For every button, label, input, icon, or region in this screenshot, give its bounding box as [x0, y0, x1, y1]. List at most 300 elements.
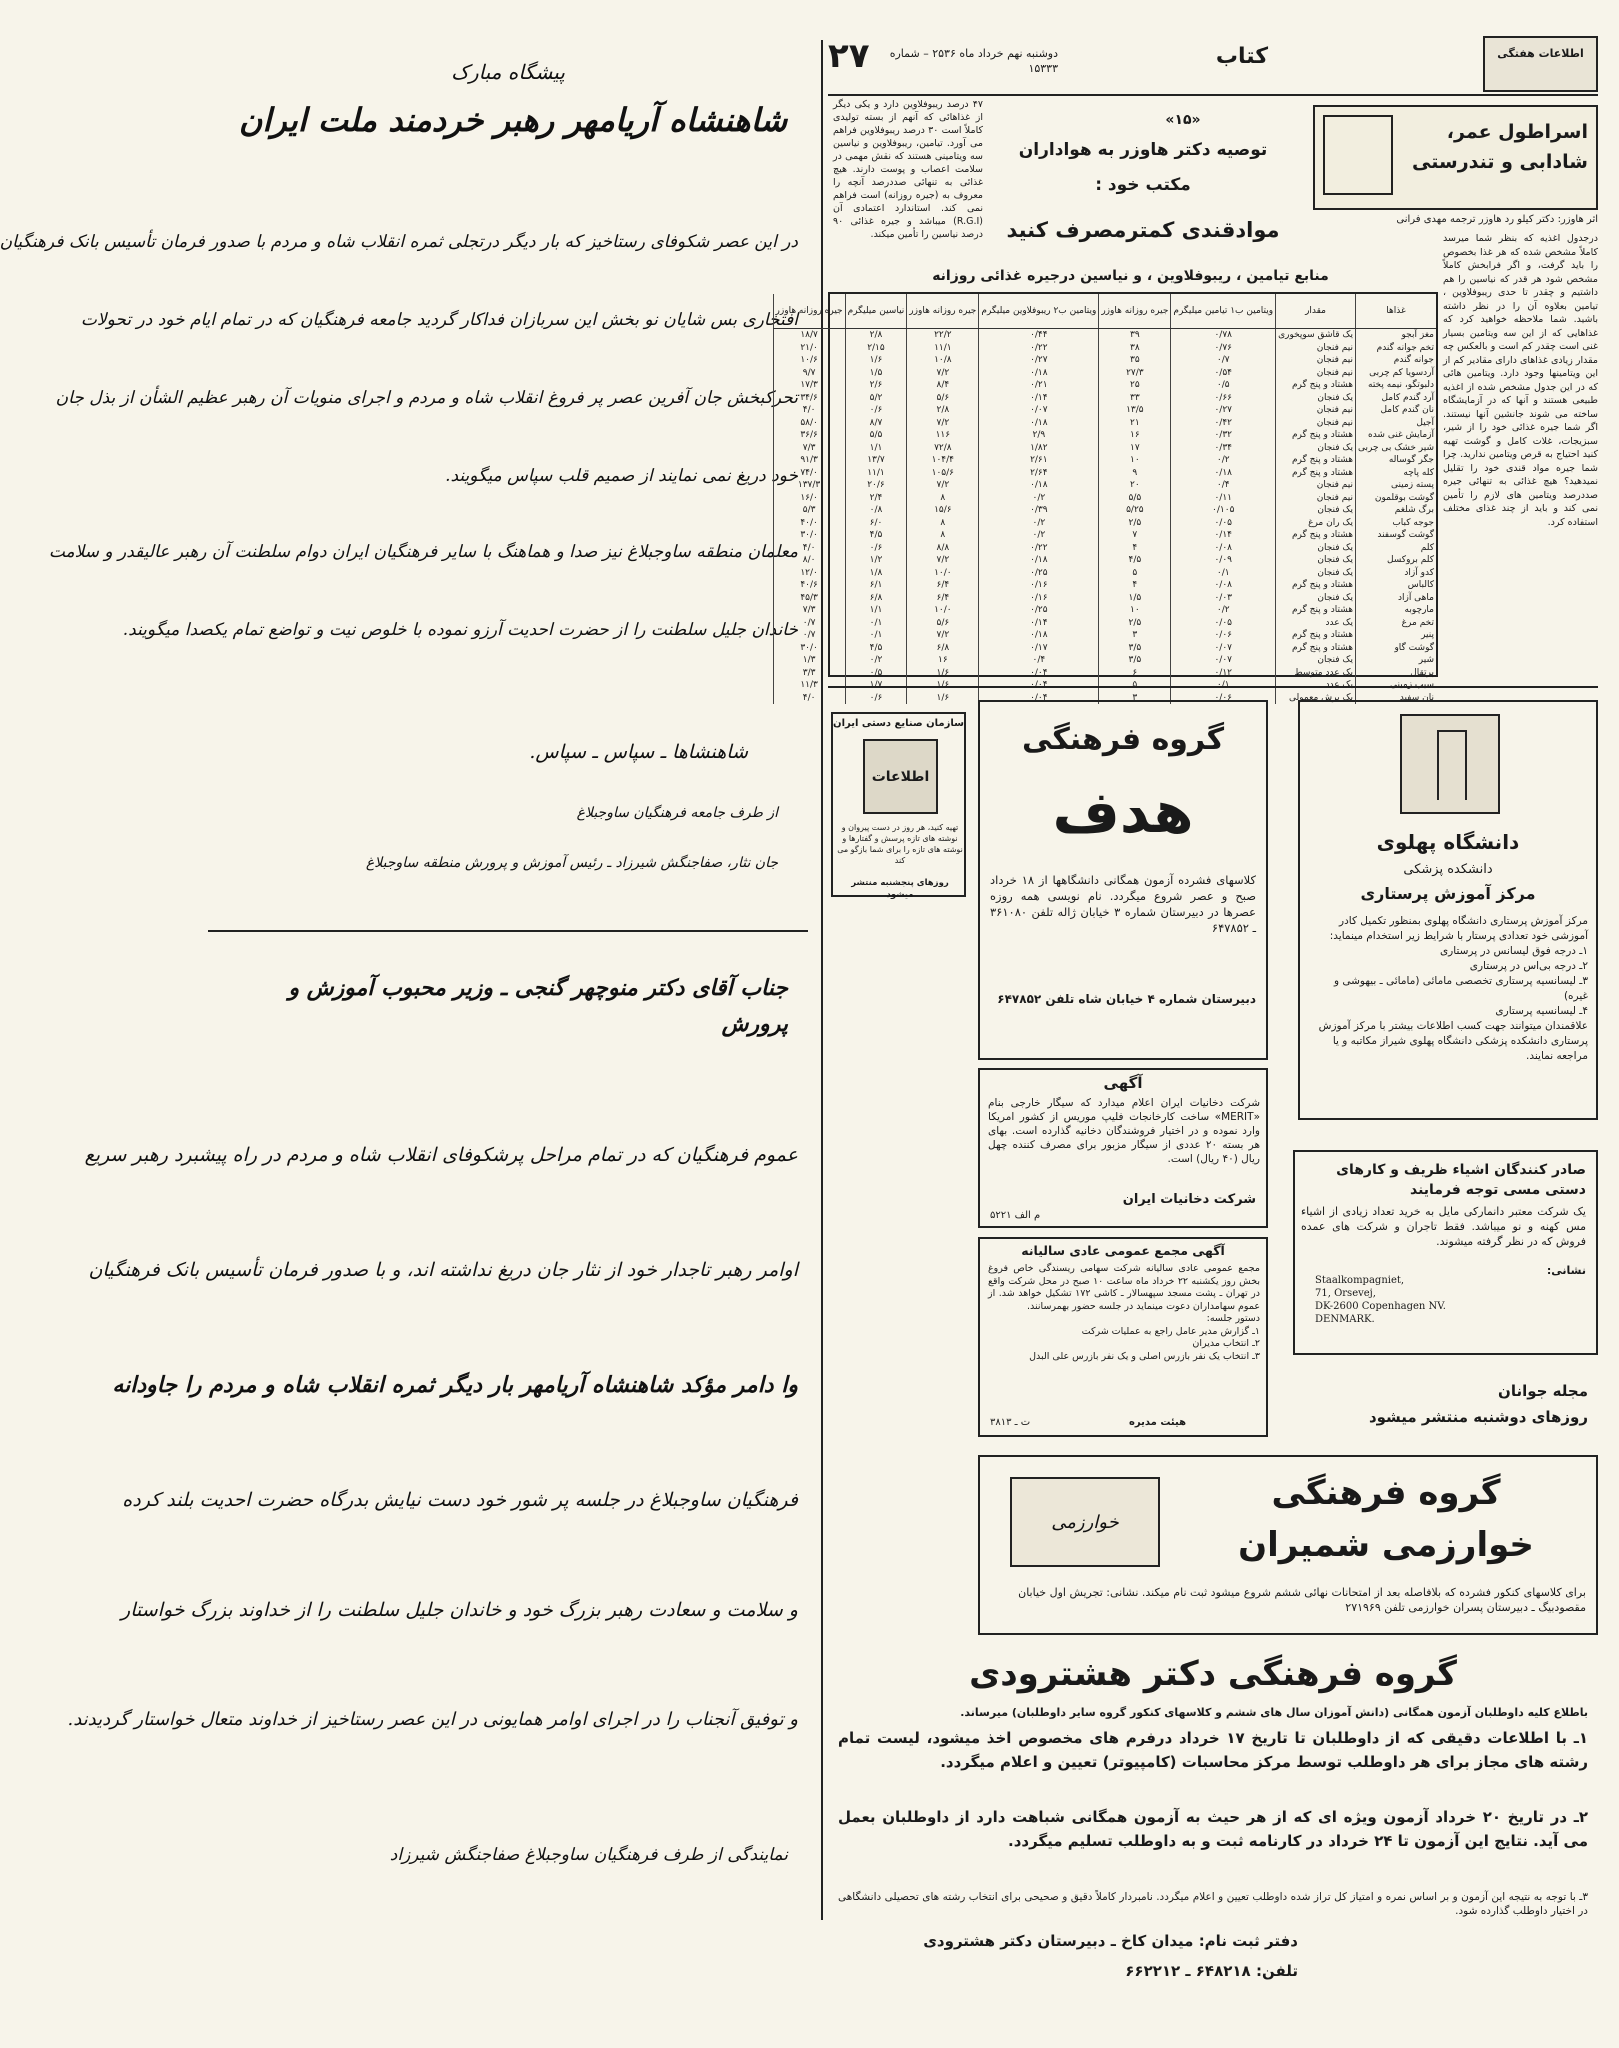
table-cell: ۰/۱ — [845, 629, 907, 642]
table-cell: ۰/۱۸ — [979, 417, 1099, 430]
table-cell: ۹ — [1099, 467, 1171, 480]
table-cell: ۱۰۵/۶ — [907, 467, 979, 480]
table-cell: هشتاد و پنج گرم — [1276, 429, 1356, 442]
table-cell: ۴/۵ — [1099, 554, 1171, 567]
table-cell: یک فنجان — [1276, 554, 1356, 567]
table-cell: ۰/۵ — [1171, 379, 1276, 392]
table-cell: ۰/۴ — [979, 654, 1099, 667]
table-cell: ۸ — [907, 517, 979, 530]
table-cell: ۵/۲۵ — [1099, 504, 1171, 517]
ad-tobacco — [978, 1068, 1268, 1228]
table-cell: جگر گوساله — [1356, 454, 1437, 467]
magazine-logo — [1483, 36, 1598, 92]
table-cell: ۰/۷۸ — [1171, 329, 1276, 342]
table-cell: مغز آبجو — [1356, 329, 1437, 342]
table-cell: ۱۱/۳ — [773, 679, 845, 692]
table-cell: پرتقال — [1356, 667, 1437, 680]
table-cell: ۲۰/۶ — [845, 479, 907, 492]
table-row — [773, 354, 1436, 367]
table-cell: ۱/۲ — [845, 554, 907, 567]
table-cell: ۵/۶ — [907, 617, 979, 630]
hashtroudi-phone: تلفن: ۶۴۸۲۱۸ ـ ۶۶۲۲۱۲ — [1125, 1962, 1298, 1980]
table-cell: یک فنجان — [1276, 567, 1356, 580]
table-cell: ۴/۵ — [845, 642, 907, 655]
table-cell: کدو آزاد — [1356, 567, 1437, 580]
congrats-line-7: شاهنشاها ـ سپاس ـ سپاس. — [529, 741, 748, 763]
meeting-text: مجمع عمومی عادی سالیانه شرکت سهامی ریسندگی خاص فروغ بخش روز یکشنبه ۲۲ خرداد ماه ساعت ۱۰ صبح در محل شرکت واقع در تهران ـ پشت مسجد سپهسالار ـ کاشی ۱۷۲ تشکیل خواهد شد. از عموم سهامداران دعوت مینماید در جلسه حضور بهمرسانند. دستور جلسه: ۱ـ گزارش مدیر عامل راجع به عملیات شرکت ۲ـ انتخاب مدیران ۳ـ انتخاب یک نفر بازرس اصلی و یک نفر بازرس علی البدل — [988, 1263, 1260, 1362]
table-cell: ۸/۰ — [773, 554, 845, 567]
table-cell: یک ران مرغ — [1276, 517, 1356, 530]
table-cell: ۹/۷ — [773, 367, 845, 380]
table-cell: هشتاد و پنج گرم — [1276, 467, 1356, 480]
table-cell: ۰/۲۱ — [979, 379, 1099, 392]
table-header-cell: مقدار — [1276, 294, 1356, 329]
table-cell: ۳۹ — [1099, 329, 1171, 342]
pahlavi-sub2: مرکز آموزش پرستاری — [1360, 884, 1536, 903]
table-cell: ۷/۲ — [907, 554, 979, 567]
ad-meeting — [978, 1237, 1268, 1437]
table-cell: ۰/۱۸ — [979, 479, 1099, 492]
congrats-line-5: معلمان منطقه ساوجبلاغ نیز صدا و هماهنگ با سایر فرهنگیان ایران دوام سلطنت آن رهبر عالیقدر و سلامت — [48, 542, 798, 562]
table-cell: ۲۱ — [1099, 417, 1171, 430]
hashtroudi-p1: ۱ـ با اطلاعات دقیقی که از داوطلبان تا تاریخ ۱۷ خرداد درفرم های مخصوص اخذ میشود، لیست تمام رشته های مجاز برای هر داوطلب توسط مرکز محاسبات (کامپیوتر) تعیین و اعلام میگردد. — [838, 1729, 1589, 1771]
export-address-line: DENMARK. — [1315, 1314, 1375, 1325]
table-cell: ماهی آزاد — [1356, 592, 1437, 605]
table-cell: ۲۱/۰ — [773, 342, 845, 355]
table-cell: ۱/۸ — [845, 567, 907, 580]
table-cell: ۰/۵۴ — [1171, 367, 1276, 380]
congrats-sign-1: از طرف جامعه فرهنگیان ساوجبلاغ — [576, 805, 778, 821]
table-cell: ۷/۲ — [907, 479, 979, 492]
table-cell: آردسویا کم چربی — [1356, 367, 1437, 380]
table-cell: ۱۱/۱ — [907, 342, 979, 355]
congrats-line-3: تحرکبخش جان آفرین عصر پر فروغ انقلاب شاه و مردم و اجرای منویات آن رهبر عظیم الشأن از بذل جان — [55, 388, 798, 408]
table-cell: ۰/۶۶ — [1171, 392, 1276, 405]
table-cell: ۰/۲ — [979, 492, 1099, 505]
table-row — [773, 467, 1436, 480]
table-cell: جوانه گندم — [1356, 354, 1437, 367]
table-cell: ۲۰ — [1099, 479, 1171, 492]
table-header-cell: ویتامین ب۲ ریبوفلاوین میلیگرم — [979, 294, 1099, 329]
table-cell: ۸/۴ — [907, 379, 979, 392]
table-cell: ۳۰/۰ — [773, 642, 845, 655]
meeting-sign: هیئت مدیره — [1128, 1417, 1186, 1428]
hashtroudi-p3: ۳ـ با توجه به نتیجه این آزمون و بر اساس نمره و امتیاز کل تراز شده داوطلب تعیین و اعلام میگردد. نامبردار کاملاً دقیق و صحیحی برای انتخاب رشته های تحصیلی دانشگاهی در اختیار داوطلب گذارده شود. — [838, 1891, 1588, 1917]
table-cell: ۶ — [1099, 667, 1171, 680]
table-header-cell: جیره روزانه هاوزر — [773, 294, 845, 329]
section-title: کتاب — [1215, 44, 1268, 69]
congrats-bottom-title: جناب آقای دکتر منوچهر گنجی ـ وزیر محبوب آموزش و پرورش — [288, 975, 788, 1037]
table-cell: ۱۰/۰ — [907, 604, 979, 617]
table-cell: هشتاد و پنج گرم — [1276, 454, 1356, 467]
table-cell: ۳۸ — [1099, 342, 1171, 355]
congrats-bottom-line-5: و سلامت و سعادت رهبر بزرگ خود و خاندان جلیل سلطنت را از خداوند بزرگ خواستار — [121, 1599, 798, 1621]
table-cell: ۷/۳ — [773, 442, 845, 455]
table-header-cell: جیره روزانه هاوزر — [1099, 294, 1171, 329]
table-cell: ۰/۸ — [845, 504, 907, 517]
table-cell: ۲/۶۱ — [979, 454, 1099, 467]
table-cell: ۰/۱۱ — [1171, 492, 1276, 505]
table-cell: ۰/۰۷ — [1171, 642, 1276, 655]
table-cell: ۰/۲۷ — [979, 354, 1099, 367]
table-cell: ۷/۳ — [773, 604, 845, 617]
congrats-bottom-line-2: اوامر رهبر تاجدار خود از نثار جان دریغ نداشته اند، و با صدور فرمان تأسیس بانک فرهنگیان — [88, 1259, 798, 1281]
table-cell: شیر خشک بی چربی — [1356, 442, 1437, 455]
table-cell: ۷/۲ — [907, 417, 979, 430]
export-address-line: Staalkompagniet, — [1315, 1275, 1405, 1286]
table-cell: برگ شلغم — [1356, 504, 1437, 517]
table-cell: ۴/۵ — [845, 529, 907, 542]
ad-export — [1293, 1150, 1598, 1355]
table-cell: تخم جوانه گندم — [1356, 342, 1437, 355]
table-cell: ۰/۱۶ — [979, 579, 1099, 592]
table-cell: آرد گندم کامل — [1356, 392, 1437, 405]
table-cell: ۸/۷ — [845, 417, 907, 430]
shemiran-text: برای کلاسهای کنکور فشرده که بلافاصله بعد از امتحانات نهائی ششم شروع میشود ثبت نام میکند. نشانی: تجریش اول خیابان مقصودبیگ ـ دبیرستان پسران خوارزمی تلفن ۲۷۱۹۶۹ — [1018, 1586, 1586, 1614]
congrats-bottom — [67, 950, 808, 2030]
book-top-text: ۴۷ درصد ریبوفلاوین دارد و یکی دیگر از غذاهائی که آنهم از بسته تولیدی کاملاً است ۳۰ درصد ریبوفلاوین فراهم می آورد. تیامین، ریبوفلاوین و نیاسین سه ویتامینی هستند که نقش مهمی در سلامت اعصاب و پوست دارند. هیچ غذائی به تنهائی صددرصد آنچه را معروف به (جیره روزانه) است فراهم نمی کند. استاندارد اعتمادی آن (R.G.I) میباشد و جیره غذائی ۹۰ درصد نیاسین را تأمین میکند. — [833, 99, 983, 240]
table-cell: کله پاچه — [1356, 467, 1437, 480]
table-row — [773, 517, 1436, 530]
table-cell: ۰/۲ — [979, 517, 1099, 530]
book-title: اسراطول عمر، شادابی و تندرستی — [1412, 121, 1588, 173]
table-cell: ۱۳/۷ — [845, 454, 907, 467]
congrats-line-4: خود دریغ نمی نمایند از صمیم قلب سپاس میگویند. — [445, 466, 798, 486]
table-cell: دلبوتگو، نیمه پخته — [1356, 379, 1437, 392]
export-address-line: DK-2600 Copenhagen NV. — [1315, 1301, 1446, 1312]
table-row — [773, 417, 1436, 430]
table-cell: هشتاد و پنج گرم — [1276, 579, 1356, 592]
table-cell: ۰/۲۲ — [979, 342, 1099, 355]
congrats-line-1: در این عصر شکوفای رستاخیز که بار دیگر درتجلی ثمره انقلاب شاه و مردم با صدور فرمان تأسیس بانک فرهنگیان — [0, 232, 798, 252]
table-cell: ۰/۱۲ — [1171, 667, 1276, 680]
tobacco-text: شرکت دخانیات ایران اعلام میدارد که سیگار خارجی بنام «MERIT» ساخت کارخانجات فلیپ موریس از کشور امریکا وارد نموده و در اختیار فروشندگان دخانیه گذارده است. بهای هر بسته ۲۰ عددی از سیگار مزبور برای مصرف کننده چهل ریال (۴۰ ریال) است. — [988, 1097, 1260, 1165]
table-cell: ۰/۱۸ — [979, 554, 1099, 567]
table-cell: ۱۰ — [1099, 454, 1171, 467]
congrats-sign-2: جان نثار، صفاجنگش شیرزاد ـ رئیس آموزش و پرورش منطقه ساوجبلاغ — [365, 855, 778, 871]
pahlavi-sub1: دانشکده پزشکی — [1403, 862, 1493, 877]
table-row — [773, 379, 1436, 392]
hadaf-text: کلاسهای فشرده آزمون همگانی دانشگاهها از ۱۸ خرداد صبح و عصر شروع میگردد. نام نویسی همه روزه عصرها در دبیرستان شماره ۳ خیابان ژاله تلفن ۳۶۱۰۸۰ ـ ۶۴۷۸۵۲ — [990, 873, 1257, 935]
export-addr-label: نشانی: — [1546, 1264, 1586, 1277]
table-cell: ۶/۱ — [845, 579, 907, 592]
table-cell: ۰/۵ — [845, 667, 907, 680]
table-cell: ۱۳۷/۳ — [773, 479, 845, 492]
nutrition-table — [773, 294, 1436, 704]
table-cell: نیم فنجان — [1276, 404, 1356, 417]
table-header-cell: نیاسین میلیگرم — [845, 294, 907, 329]
congrats-line-6: خاندان جلیل سلطنت را از حضرت احدیت آرزو نموده با خلوص نیت و تواضع تمام یکصدا میگویند. — [122, 620, 798, 640]
table-cell: ۱۰۴/۴ — [907, 454, 979, 467]
export-title: صادر کنندگان اشیاء ظریف و کارهای دستی مسی توجه فرمایند — [1336, 1162, 1586, 1198]
export-text: یک شرکت معتبر دانمارکی مایل به خرید تعداد زیادی از اشیاء مس کهنه و نو میباشد. فقط تاجران و شرکت های عمده فروش که در نظر گرفته میشوند. — [1301, 1205, 1586, 1248]
table-cell: ۱۰/۰ — [907, 567, 979, 580]
table-cell: پسته زمینی — [1356, 479, 1437, 492]
table-cell: ۷/۲ — [907, 367, 979, 380]
table-cell: ۳/۵ — [1099, 642, 1171, 655]
table-cell: جوجه کباب — [1356, 517, 1437, 530]
table-cell: ۵۸/۰ — [773, 417, 845, 430]
table-cell: ۱۷/۳ — [773, 379, 845, 392]
table-cell: مارچوبه — [1356, 604, 1437, 617]
heading-2: مکتب خود : — [1095, 175, 1191, 195]
table-cell: ۰/۰۶ — [1171, 629, 1276, 642]
ad-shemiran — [978, 1455, 1598, 1635]
table-cell: ۱/۱ — [845, 442, 907, 455]
table-row — [773, 542, 1436, 555]
table-cell: ۱۶ — [1099, 429, 1171, 442]
table-cell: هشتاد و پنج گرم — [1276, 629, 1356, 642]
table-cell: ۰/۰۷ — [979, 404, 1099, 417]
table-cell: ۱۶ — [907, 654, 979, 667]
table-cell: ۵/۶ — [907, 392, 979, 405]
table-cell: ۳۴/۶ — [773, 392, 845, 405]
table-cell: ۰/۰۵ — [1171, 617, 1276, 630]
table-row — [773, 329, 1436, 342]
table-cell: ۰/۶ — [845, 542, 907, 555]
table-cell: هشتاد و پنج گرم — [1276, 379, 1356, 392]
table-cell: ۱/۱ — [845, 604, 907, 617]
table-cell: ۰/۰۷ — [1171, 654, 1276, 667]
table-cell: کلم — [1356, 542, 1437, 555]
table-cell: ۴/۰ — [773, 692, 845, 705]
table-cell: ۱۱/۱ — [845, 467, 907, 480]
hashtroudi-intro: باطلاع کلیه داوطلبان آزمون همگانی (دانش آموزان سال های ششم و کلاسهای کنکور گروه ساير داوطلبان) میرساند. — [960, 1706, 1588, 1719]
congrats-bottom-line-6: و توفیق آنجناب را در اجرای اوامر همایونی در این عصر رستاخیز از خداوند متعال خواستار گردیدند. — [67, 1709, 798, 1730]
table-cell: گوشت گوسفند — [1356, 529, 1437, 542]
ad-pahlavi — [1298, 700, 1598, 1120]
book-icon — [1323, 115, 1393, 195]
table-cell: ۳ — [1099, 629, 1171, 642]
table-row — [773, 392, 1436, 405]
table-cell: ۱۰/۶ — [773, 354, 845, 367]
table-row — [773, 579, 1436, 592]
table-row — [773, 367, 1436, 380]
table-cell: پنیر — [1356, 629, 1437, 642]
table-cell: هشتاد و پنج گرم — [1276, 604, 1356, 617]
table-cell: هشتاد و پنج گرم — [1276, 529, 1356, 542]
date-line: دوشنبه نهم خرداد ماه ۲۵۳۶ – شماره ۱۵۳۳۳ — [889, 47, 1058, 75]
congrats-kicker: پیشگاه مبارک — [451, 60, 565, 84]
hashtroudi-p2: ۲ـ در تاریخ ۲۰ خرداد آزمون ویژه ای که از هر حیث به آزمون همگانی شباهت دارد از داوطلبان بعمل می آید. نتایج این آزمون تا ۲۴ خرداد در کارنامه ثبت و به داوطلب تسلیم میگردد. — [838, 1808, 1588, 1850]
meeting-title: آگهی مجمع عمومی عادی سالیانه — [1021, 1243, 1225, 1258]
congrats-line-2: افتخاری بس شایان نو بخش این سربازان فداکار گردید جامعه فرهنگیان که در تمام ایام خود در تحولات — [80, 310, 798, 330]
table-cell: ۰/۲۵ — [979, 604, 1099, 617]
table-cell: ۱/۶ — [907, 692, 979, 705]
table-row — [773, 667, 1436, 680]
tobacco-ref: م الف ۵۲۲۱ — [990, 1210, 1041, 1221]
ad-javanan — [1293, 1378, 1598, 1438]
table-cell: ۸/۸ — [907, 542, 979, 555]
table-cell: ۰/۲۵ — [979, 567, 1099, 580]
table-cell: ۵/۳ — [773, 504, 845, 517]
header-rule — [828, 94, 1598, 96]
table-cell: ۱/۶ — [845, 354, 907, 367]
table-cell: ۵/۲ — [845, 392, 907, 405]
table-cell: نیم فنجان — [1276, 354, 1356, 367]
table-cell: یک فنجان — [1276, 442, 1356, 455]
table-cell: ۰/۶ — [845, 404, 907, 417]
book-byline: اثر هاوزر: دکتر کیلو رد هاوزر ترجمه مهدی فرانی — [1396, 214, 1598, 225]
table-row — [773, 479, 1436, 492]
book-title-box — [1313, 105, 1598, 210]
table-cell: ۰/۲۷ — [1171, 404, 1276, 417]
hadaf-title: گروه فرهنگی — [1021, 722, 1225, 757]
javanan-text: روزهای دوشنبه منتشر میشود — [1368, 1408, 1588, 1426]
table-cell: ۲۷/۳ — [1099, 367, 1171, 380]
table-cell: آجیل — [1356, 417, 1437, 430]
shemiran-logo: خوارزمی — [1010, 1477, 1160, 1567]
table-cell: ۰/۶ — [845, 692, 907, 705]
export-address — [1315, 1274, 1515, 1326]
logo-text: اطلاعات هفتگی — [1497, 47, 1584, 60]
congrats-bottom-line-3: وا دامر مؤکد شاهنشاه آریامهر بار دیگر ثمره انقلاب شاه و مردم را جاودانه — [112, 1372, 798, 1398]
table-cell: ۰/۱۸ — [1171, 467, 1276, 480]
left-rule — [208, 930, 808, 932]
congrats-bottom-line-4: فرهنگیان ساوجبلاغ در جلسه پر شور خود دست نیایش بدرگاه حضرت احدیت بلند کرده — [122, 1489, 798, 1511]
stamp-mark: اطلاعات — [863, 739, 938, 814]
table-cell: ۰/۱۷ — [979, 642, 1099, 655]
shemiran-title-2: خوارزمی شمیران — [1238, 1525, 1534, 1565]
table-row — [773, 454, 1436, 467]
table-cell: ۶/۸ — [845, 592, 907, 605]
table-cell: ۰/۳۹ — [979, 504, 1099, 517]
sub-heading: منابع تیامین ، ریبوفلاوین ، و نیاسین درجیره غذائی روزانه — [932, 268, 1329, 284]
table-cell: ۱۸/۷ — [773, 329, 845, 342]
hadaf-address: دبیرستان شماره ۴ خیابان شاه تلفن ۶۴۷۸۵۲ — [997, 992, 1256, 1006]
emblem-tower-icon — [1437, 730, 1467, 800]
table-cell: ۰/۷ — [773, 629, 845, 642]
table-header-cell: جیره روزانه هاوزر — [907, 294, 979, 329]
table-cell: ۱۰/۸ — [907, 354, 979, 367]
congrats-bottom-line-1: عموم فرهنگیان که در تمام مراحل پرشکوفای انقلاب شاه و مردم در راه پیشبرد رهبر سریع — [84, 1144, 798, 1166]
table-cell: ۸ — [907, 492, 979, 505]
table-cell: ۳ — [1099, 692, 1171, 705]
ad-hashtroudi — [828, 1650, 1598, 2025]
chapter-number: «۱۵» — [1165, 112, 1201, 128]
table-cell: ۰/۲ — [1171, 604, 1276, 617]
table-cell: ۲۵ — [1099, 379, 1171, 392]
table-cell: نان گندم کامل — [1356, 404, 1437, 417]
meeting-ref: ت ـ ۳۸۱۳ — [990, 1417, 1031, 1428]
header-bar — [828, 32, 1598, 92]
pahlavi-title: دانشگاه پهلوی — [1376, 830, 1520, 854]
table-cell: ۶/۴ — [907, 579, 979, 592]
table-cell: ۲/۱۵ — [845, 342, 907, 355]
table-cell: ۱/۵ — [1099, 592, 1171, 605]
table-cell: یک عدد متوسط — [1276, 667, 1356, 680]
table-cell: یک فنجان — [1276, 504, 1356, 517]
table-cell: ۶/۰ — [845, 517, 907, 530]
table-cell: ۲/۸ — [845, 329, 907, 342]
table-cell: ۰/۰۹ — [1171, 554, 1276, 567]
table-cell: ۰/۲ — [979, 529, 1099, 542]
table-cell: ۰/۰۴ — [979, 667, 1099, 680]
table-cell: ۹۱/۳ — [773, 454, 845, 467]
table-cell: ۰/۴۴ — [979, 329, 1099, 342]
table-cell: گوشت گاو — [1356, 642, 1437, 655]
table-cell: ۵/۵ — [845, 429, 907, 442]
table-header-cell: غذاها — [1356, 294, 1437, 329]
table-cell: ۷۲/۸ — [907, 442, 979, 455]
table-cell: ۱۳/۵ — [1099, 404, 1171, 417]
congrats-top — [0, 40, 808, 890]
table-row — [773, 529, 1436, 542]
table-row — [773, 629, 1436, 642]
nutrition-table-box — [775, 292, 1438, 703]
table-cell: ۰/۷۶ — [1171, 342, 1276, 355]
table-cell: کلم بروکسل — [1356, 554, 1437, 567]
table-cell: ۴ — [1099, 542, 1171, 555]
table-cell: ۲/۵ — [1099, 517, 1171, 530]
pahlavi-text: مرکز آموزش پرستاری دانشگاه پهلوی بمنظور تکمیل کادر آموزشی خود تعدادی پرستار با شرایط زیر استخدام مینماید: ۱ـ درجه فوق لیسانس در پرستاری ۲ـ درجه بی‌اس در پرستاری ۳ـ لیسانسیه پرستاری تخصصی مامائی (مامائی ـ بیهوشی و غیره) ۴ـ لیسانسیه پرستاری علاقمندان میتوانند جهت کسب اطلاعات بیشتر با مرکز آموزش پرستاری دانشکده پزشکی دانشگاه پهلوی شیراز مکاتبه و یا مراجعه نمایند. — [1318, 915, 1588, 1062]
congrats-headline: شاهنشاه آریامهر رهبر خردمند ملت ایران — [238, 101, 788, 139]
table-cell: نیم فنجان — [1276, 479, 1356, 492]
table-cell: ۰/۰۴ — [979, 692, 1099, 705]
hashtroudi-office: دفتر ثبت نام: میدان کاخ ـ دبیرستان دکتر هشترودی — [923, 1932, 1298, 1950]
table-cell: ۷/۲ — [907, 629, 979, 642]
table-cell: ۰/۴ — [1171, 479, 1276, 492]
table-cell: ۰/۲ — [845, 654, 907, 667]
table-cell: شیر — [1356, 654, 1437, 667]
table-cell: ۳۶/۶ — [773, 429, 845, 442]
table-cell: ۰/۱۸ — [979, 629, 1099, 642]
shemiran-title-1: گروه فرهنگی — [1271, 1473, 1501, 1513]
table-row — [773, 554, 1436, 567]
table-cell: ۱۶/۰ — [773, 492, 845, 505]
table-cell: ۴۵/۳ — [773, 592, 845, 605]
table-cell: ۲/۶۴ — [979, 467, 1099, 480]
table-cell: ۳۳ — [1099, 392, 1171, 405]
table-cell: نان سفید — [1356, 692, 1437, 705]
ad-stamp — [831, 712, 966, 900]
table-cell: ۲/۴ — [845, 492, 907, 505]
table-cell: ۱۰ — [1099, 604, 1171, 617]
table-cell: ۸ — [907, 529, 979, 542]
hadaf-big: هدف — [1052, 778, 1194, 846]
table-cell: ۰/۰۸ — [1171, 542, 1276, 555]
table-cell: یک قاشق سوپخوری — [1276, 329, 1356, 342]
book-bottom-rule — [828, 686, 1598, 688]
table-cell: ۰/۳۴ — [1171, 442, 1276, 455]
table-cell: ۲/۹ — [979, 429, 1099, 442]
table-row — [773, 604, 1436, 617]
table-cell: ۶/۴ — [907, 592, 979, 605]
javanan-title: مجله جوانان — [1498, 1382, 1588, 1400]
ad-hadaf — [978, 700, 1268, 1060]
table-cell: ۴ — [1099, 579, 1171, 592]
table-cell: ۰/۱۸ — [979, 367, 1099, 380]
table-cell: ۴/۰ — [773, 542, 845, 555]
university-emblem — [1400, 714, 1500, 814]
table-cell: گوشت بوقلمون — [1356, 492, 1437, 505]
table-cell: نیم فنجان — [1276, 492, 1356, 505]
main-heading: موادقندی کمترمصرف کنید — [1006, 218, 1280, 242]
heading-1: توصیه دکتر هاوزر به هواداران — [1018, 140, 1268, 160]
table-cell: ۰/۱۴ — [1171, 529, 1276, 542]
table-row — [773, 567, 1436, 580]
table-cell: ۰/۳۲ — [1171, 429, 1276, 442]
table-cell: ۲/۵ — [1099, 617, 1171, 630]
table-cell: یک فنجان — [1276, 654, 1356, 667]
table-cell: ۰/۱۴ — [979, 392, 1099, 405]
table-cell: ۲/۶ — [845, 379, 907, 392]
table-cell: یک فنجان — [1276, 542, 1356, 555]
table-cell: ۰/۱ — [1171, 567, 1276, 580]
table-cell: ۱۲/۰ — [773, 567, 845, 580]
table-cell: ۴۰/۰ — [773, 517, 845, 530]
table-cell: ۳/۳ — [773, 667, 845, 680]
